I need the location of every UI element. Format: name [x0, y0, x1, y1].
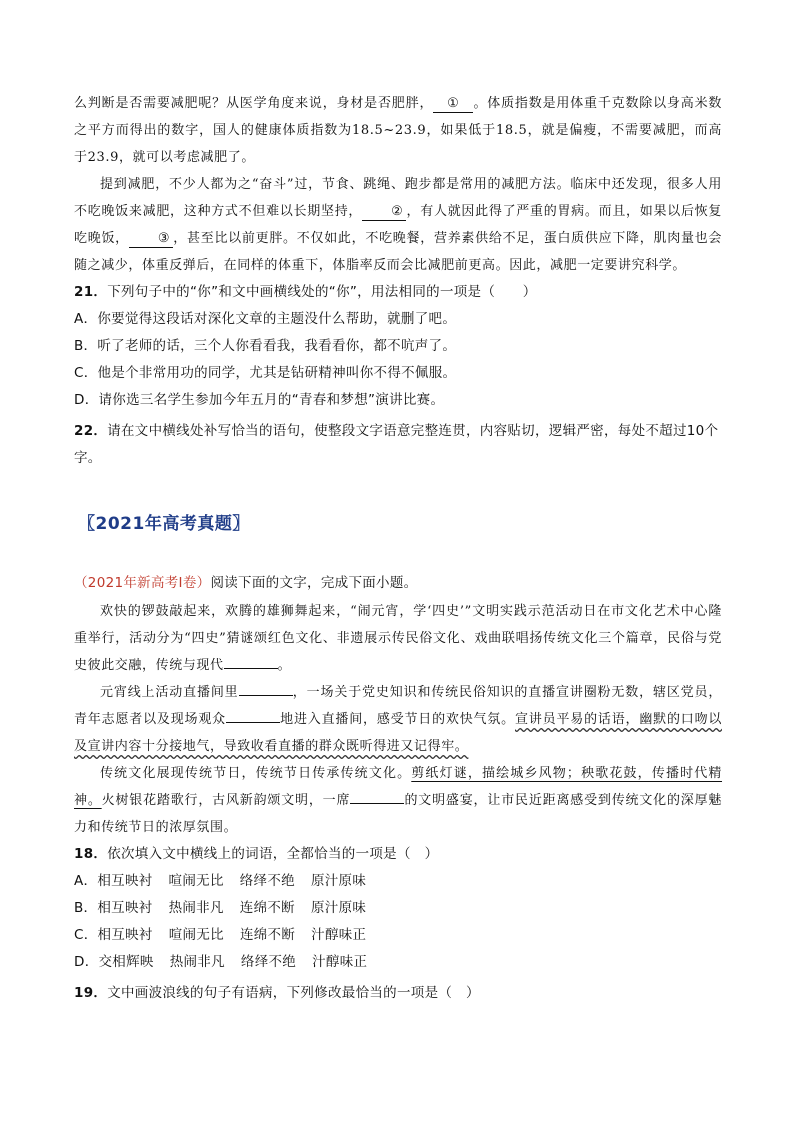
- intro-text: 阅读下面的文字，完成下面小题。: [210, 575, 418, 591]
- question-text: 请在文中横线处补写恰当的语句，使整段文字语意完整连贯，内容贴切，逻辑严密，每处不超过10个字。: [74, 423, 719, 466]
- paragraph-text: 么判断是否需要减肥呢？从医学角度来说，身材是否肥胖，: [74, 96, 434, 111]
- question-text: 依次填入文中横线上的词语，全都恰当的一项是（ ）: [107, 846, 439, 862]
- option-label: B．: [74, 900, 98, 916]
- option-label: D．: [74, 954, 99, 970]
- answer-blank-2: ②: [362, 203, 406, 221]
- option-word: 热闹非凡: [168, 900, 224, 916]
- paragraph-text: 。: [277, 658, 292, 673]
- option-word: 相互映衬: [97, 900, 153, 916]
- paragraph-text: ，甚至比以前更胖。不仅如此，不吃晚餐，营养素供给不足，蛋白质供应下降，肌肉量也会随之减少，体重反弹后，在同样的体重下，体脂率反而会比减肥前更高。因此，减肥一定要讲究科学。: [74, 231, 722, 273]
- option-d: [74, 949, 722, 976]
- question-18: [74, 841, 722, 976]
- fill-blank-line: [350, 788, 404, 804]
- question-21: [74, 279, 722, 414]
- fill-blank-line: [224, 653, 278, 669]
- paragraph-text: 欢快的锣鼓敲起来，欢腾的雄狮舞起来，“闹元宵，学‘四史’”文明实践示范活动日在市文化艺术中心隆重举行，活动分为“四史”猜谜颂红色文化、非遗展示传民俗文化、戏曲联唱扬传统文化三个篇章，民俗与党史彼此交融，传统与现代: [74, 604, 722, 673]
- option-d: D．请你选三名学生参加今年五月的“青春和梦想”演讲比赛。: [74, 392, 445, 408]
- option-word: 喧闹无比: [168, 927, 224, 943]
- passage-paragraph-3: [74, 598, 722, 679]
- paragraph-text: 的文明盛宴，让市民近距离感受到传统文化的深厚魅力和传统节日的浓厚氛围。: [74, 793, 722, 835]
- passage-paragraph-2: [74, 171, 722, 279]
- option-word: 相互映衬: [97, 873, 153, 889]
- option-word: 原汁原味: [310, 873, 367, 889]
- fill-blank-line: [239, 680, 293, 696]
- option-word: 喧闹无比: [168, 873, 224, 889]
- question-number: 19．: [74, 985, 108, 1001]
- paragraph-text: 火树银花踏歌行，古风新韵颂文明，一席: [101, 793, 351, 808]
- option-word: 汁醇味正: [312, 954, 368, 970]
- option-word: 络绎不绝: [239, 873, 295, 889]
- question-number: 18．: [74, 846, 108, 862]
- question-19: [74, 980, 722, 1007]
- paragraph-text: ，有人就因此得了严重的胃病。而且，如果以后恢复吃晚饭，: [74, 204, 722, 246]
- reading-intro: [74, 570, 722, 597]
- option-a: A．你要觉得这段话对深化文章的主题没什么帮助，就删了吧。: [74, 311, 457, 327]
- answer-blank-3: ③: [129, 230, 173, 248]
- question-text: 文中画波浪线的句子有语病，下列修改最恰当的一项是（ ）: [107, 985, 480, 1001]
- option-word: 交相辉映: [98, 954, 154, 970]
- option-label: C．: [74, 927, 98, 943]
- question-number: 22．: [74, 423, 108, 439]
- passage-paragraph-1: [74, 90, 722, 171]
- question-text: 下列句子中的“你”和文中画横线处的“你”，用法相同的一项是（ ）: [107, 284, 537, 300]
- passage-paragraph-4: [74, 679, 722, 760]
- question-stem: [74, 279, 722, 306]
- answer-blank-1: ①: [433, 95, 473, 113]
- section-title: 〖2021年高考真题〗: [78, 514, 250, 534]
- option-word: 汁醇味正: [311, 927, 367, 943]
- option-a: [74, 868, 722, 895]
- option-b: B．听了老师的话，三个人你看看我，我看看你，都不吭声了。: [74, 338, 457, 354]
- underlined-sentence: 剪纸灯谜，描绘城乡风物；秧歌花鼓，传播时代精神。: [74, 766, 723, 808]
- paragraph-text: 。体质指数是用体重千克数除以身高米数之平方而得出的数字，国人的健康体质指数为18.5~23.9，如果低于18.5，就是偏瘦，不需要减肥，而高于23.9，就可以考虑减肥了。: [74, 96, 722, 165]
- option-word: 络绎不绝: [240, 954, 297, 970]
- paragraph-text: 地进入直播间，感受节日的欢快气氛。: [279, 712, 515, 727]
- paragraph-text: 提到减肥，不少人都为之“奋斗”过，节食、跳绳、跑步都是常用的减肥方法。临床中还发现，很多人用不吃晚饭来减肥，这种方式不但难以长期坚持，: [74, 177, 722, 219]
- question-stem: [74, 841, 722, 868]
- paragraph-text: 传统文化展现传统节日，传统节日传承传统文化。: [100, 766, 412, 781]
- option-word: 热闹非凡: [169, 954, 225, 970]
- wavy-underlined-sentence: 宣讲员平易的话语，幽默的口吻以及宣讲内容十分接地气，导致收看直播的群众既听得进又记得牢。: [74, 712, 722, 754]
- question-number: 21．: [74, 284, 108, 300]
- paragraph-text: 元宵线上活动直播间里: [100, 685, 239, 700]
- option-word: 连绵不断: [239, 927, 296, 943]
- option-word: 连绵不断: [239, 900, 295, 916]
- fill-blank-line: [226, 707, 280, 723]
- option-b: [74, 895, 722, 922]
- option-c: [74, 922, 722, 949]
- exam-source: （2021年新高考Ⅰ卷）: [74, 575, 211, 591]
- paragraph-text: ，一场关于党史知识和传统民俗知识的直播宣讲圈粉无数，辖区党员，青年志愿者以及现场观众: [74, 685, 722, 727]
- question-22: [74, 418, 722, 472]
- option-word: 相互映衬: [97, 927, 153, 943]
- passage-paragraph-5: [74, 760, 722, 841]
- option-word: 原汁原味: [310, 900, 367, 916]
- option-c: C．他是个非常用功的同学，尤其是钻研精神叫你不得不佩服。: [74, 365, 457, 381]
- option-label: A．: [74, 873, 98, 889]
